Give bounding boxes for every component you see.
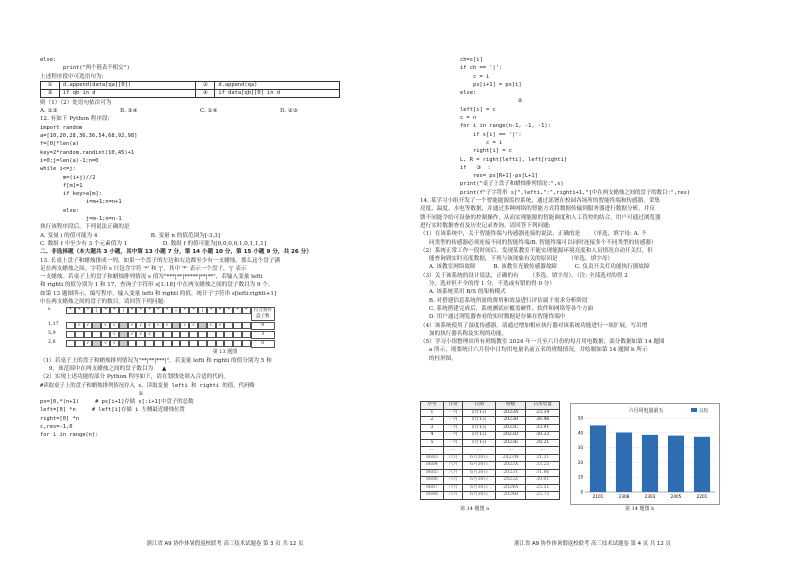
grid-cell: √ xyxy=(84,340,93,347)
grid-row-b xyxy=(48,331,410,339)
table-cell: 六月 xyxy=(444,484,463,492)
table-cell: 六月 xyxy=(444,462,463,470)
table-cell: 一月 xyxy=(444,409,463,417)
row-label: 5,9 xyxy=(48,331,56,337)
q13-line: 和 righti 的值分别为 1 和 17，查询子字符串 s[1:18] 中在两支蜡烛之间的盘子数目为 9 个。 xyxy=(40,282,274,289)
table-cell: 8688 xyxy=(421,492,444,500)
q14-line: 的柱形图。 xyxy=(420,355,457,362)
q13-part: （2）实现上述功能的部分 Python 程序如下，请在划线处填入合适的代码。 xyxy=(40,374,230,381)
grid-cell: * xyxy=(75,307,84,314)
q14-line: （5）学习小组整理出所有班级教室 2024 年一月至六月份的每月用电数据，部分数据如第 14 题图 xyxy=(420,339,665,346)
table-cell: 2023C xyxy=(496,424,526,432)
grid-cell xyxy=(233,322,242,329)
table-header-cell: 日期 xyxy=(463,402,496,410)
q11-choices xyxy=(40,107,410,115)
table-header-row xyxy=(421,402,560,410)
table-row xyxy=(421,439,560,447)
q14-line: A. 该教室网络故障 B. 该教室光敏传感器故障 C. 负责开关灯功能执行器故障 xyxy=(420,264,650,271)
grid-cell: * xyxy=(110,307,119,314)
table-cell: … xyxy=(526,447,560,455)
table-cell: 25.73 xyxy=(526,492,560,500)
table-row xyxy=(421,454,560,462)
table-cell: 23.34 xyxy=(526,409,560,417)
code-line: c = i xyxy=(460,73,490,80)
grid-cell xyxy=(198,331,207,338)
table-cell: 4 xyxy=(421,432,444,440)
table-row xyxy=(421,484,560,492)
grid-cell xyxy=(242,322,251,329)
grid-cell: * xyxy=(128,307,137,314)
grid-cell xyxy=(163,331,172,338)
table-header-cell: 月份 xyxy=(444,402,463,410)
grid-cell: * xyxy=(216,307,225,314)
q13-line: 足在两支蜡烛之间。字符串 s 只包含字符 '*' 和 '|'，其中 '*' 表示一个盘子，'|' 表示 xyxy=(40,265,247,272)
q13-line: 中在两支蜡烛之间的盘子的数目。请回答下列问题: xyxy=(40,299,165,306)
grid-cell: √ xyxy=(110,322,119,329)
table-header-cell: 班级 xyxy=(496,402,526,410)
table-cell: 30.33 xyxy=(526,432,560,440)
code-line: res= ps[R+1]-ps[L+1] xyxy=(460,173,538,180)
q14-line: C. 系统搭建完成后，系统测试应覆盖硬件、软件和网络等各个方面 xyxy=(420,305,594,312)
grid-cell: √ xyxy=(189,322,198,329)
grid-cell xyxy=(101,331,110,338)
table-row xyxy=(421,432,560,440)
table-cell: 5 xyxy=(421,439,444,447)
code-line: ps=[0,*(n+1) # ps[i+1]存储 s[:i+1]中盘子的总数 xyxy=(40,399,194,406)
code-line: print("两个链表不相交") xyxy=(50,65,130,72)
table-cell: … xyxy=(463,447,496,455)
table-cell: 1月1日 xyxy=(463,409,496,417)
table-cell: 31.86 xyxy=(526,469,560,477)
table-cell: 8686 xyxy=(421,477,444,485)
grid-cell xyxy=(172,322,181,329)
text-line: 执行该程序段后，下列说法正确的是 xyxy=(40,224,130,231)
grid-cell xyxy=(207,340,216,347)
code-line: L, R = right[lefti], left[righti] xyxy=(460,156,568,163)
q14-line: A. 该系统采用 B/S 的架构模式 xyxy=(420,289,506,296)
table-cell: 6月30日 xyxy=(463,462,496,470)
grid-cell: | xyxy=(119,307,128,314)
q14-line: 14. 某学习小组开发了一个智能能源监控系统，通过部署在校园各场所的智能终端和传感器，采集 xyxy=(420,198,661,205)
grid-cell: * xyxy=(66,307,75,314)
code-line: m=(i+j)//2 xyxy=(50,174,96,181)
grid-cell: | xyxy=(172,307,181,314)
table-cell: 2023Y xyxy=(496,469,526,477)
grid-cell: * xyxy=(154,307,163,314)
table-cell: 六月 xyxy=(444,492,463,500)
grid-cell xyxy=(242,340,251,347)
grid-cell xyxy=(172,331,181,338)
text-line: 则（1）（2）处语句依次可为 xyxy=(40,99,112,106)
text-line: 上述程序段中可选语句为: xyxy=(40,73,104,80)
table-row xyxy=(421,492,560,500)
code-line: if key>a[m]: xyxy=(50,191,102,198)
table-row xyxy=(421,447,560,455)
chart-svg xyxy=(571,404,721,506)
grid-cell xyxy=(92,331,101,338)
bar xyxy=(590,425,606,492)
q14-line: D. 用户通过浏览器查看的实时数据是存储在智能终端中 xyxy=(420,314,566,321)
data-table-14a xyxy=(420,401,560,500)
option-code: if data[qb][0] in d xyxy=(215,89,340,97)
q13-figure xyxy=(40,307,410,356)
code-line: c,res=-1,0 xyxy=(40,423,73,430)
page-footer: 浙江省 A9 协作体暑假返校联考 高三技术试题卷 第 4 页 共 12 页 xyxy=(514,540,671,547)
x-tick-label: 2101 xyxy=(592,494,604,499)
legend-label: 日均 xyxy=(699,409,708,414)
grid-cell xyxy=(180,331,189,338)
code-line: if ch == '|': xyxy=(460,65,503,72)
table-cell: 6月30日 xyxy=(463,477,496,485)
table-row xyxy=(421,409,560,417)
grid-cell: √ xyxy=(180,322,189,329)
grid-count: 9 xyxy=(251,322,275,330)
code-line: for i in range(n): xyxy=(40,432,99,439)
grid-cell: * xyxy=(233,307,242,314)
grid-count: 3 xyxy=(251,331,275,339)
table-cell: 30.01 xyxy=(526,477,560,485)
code-line: f=[0]*len(a) xyxy=(40,141,79,148)
answer-blank-row xyxy=(40,390,410,398)
answer-blank[interactable]: ② xyxy=(500,97,540,105)
table-cell: 2023Z xyxy=(496,477,526,485)
code-line: print("桌子上盘子和蜡烛排列情况:",s) xyxy=(460,181,564,188)
grid-cell: * xyxy=(189,307,198,314)
table-row xyxy=(421,424,560,432)
table-cell: 六月 xyxy=(444,477,463,485)
answer-blank[interactable]: ▲ xyxy=(153,365,175,373)
grid-cell: | xyxy=(198,307,207,314)
code-line: if s[i] == '|': xyxy=(460,131,522,138)
q14-line: B. 对搭建信息系统所需的费用和效益进行评估属于需求分析阶段 xyxy=(420,297,588,304)
table-cell: 3 xyxy=(421,424,444,432)
table-cell: 33.25 xyxy=(526,462,560,470)
grid-cell xyxy=(154,340,163,347)
page-4 xyxy=(420,0,765,562)
x-tick-label: 2303 xyxy=(644,494,656,499)
row-label: s xyxy=(48,307,51,313)
q12-title: 12. 有如下 Python 程序段: xyxy=(40,116,110,123)
grid-cell xyxy=(163,340,172,347)
grid-cell xyxy=(66,340,75,347)
grid-cell xyxy=(154,331,163,338)
table-cell: 1月1日 xyxy=(463,439,496,447)
choice: B. ③④ xyxy=(120,108,138,115)
grid-cell xyxy=(242,331,251,338)
table-cell: 一月 xyxy=(444,417,463,425)
code-line: right=[0] *n xyxy=(40,415,79,422)
table-cell: 一月 xyxy=(444,424,463,432)
table-row xyxy=(421,462,560,470)
grid-cell xyxy=(172,340,181,347)
code-line: else: xyxy=(40,57,57,63)
choice-line: A. 变量 i 的值可能为 4 B. 变量 n 的值范围为[-3,3] xyxy=(40,232,220,239)
grid-cell xyxy=(92,340,101,347)
grid-cell: √ xyxy=(136,331,145,338)
code-line: while i<=j: xyxy=(40,166,76,173)
code-line: c = i xyxy=(460,139,503,146)
grid-cell: √ xyxy=(110,331,119,338)
grid-cell: √ xyxy=(145,322,154,329)
grid-row-c xyxy=(48,340,410,348)
options-table xyxy=(40,81,340,98)
grid-cell xyxy=(66,331,75,338)
grid-cell xyxy=(128,340,137,347)
table-cell: 1月1日 xyxy=(463,424,496,432)
code-line: ps[i+1] = ps[i] xyxy=(460,81,522,88)
table-cell: 2023W xyxy=(496,454,526,462)
grid-cell: √ xyxy=(163,322,172,329)
q13-part: （1）若桌子上的盘子和蜡烛排列情况为"**|**|***|"，若变量 lefti 和 righti 的值分别为 5 和 xyxy=(40,357,272,364)
choice: C. ①④ xyxy=(200,108,218,115)
code-line: f[m]=1 xyxy=(50,182,83,189)
code-line: ch=s[i] xyxy=(460,57,483,63)
grid-cell: √ xyxy=(110,340,119,347)
table-cell: 25.51 xyxy=(526,484,560,492)
grid-row-a xyxy=(48,322,410,330)
grid-cell xyxy=(145,340,154,347)
table-header-cell: 日用电量 xyxy=(526,402,560,410)
code-line: else: xyxy=(460,90,477,97)
grid-cell xyxy=(198,322,207,329)
q13-line: 一支蜡烛。若桌子上的盘子和蜡烛排列情况 s 值为"***|**|*****|**|**"，若输入变量 lefti xyxy=(40,274,263,281)
q14-figures xyxy=(420,401,765,511)
code-line: left=[0] *n # left[i]存储 i 左侧最近蜡烛位置 xyxy=(40,407,185,414)
table-row xyxy=(421,477,560,485)
figure-caption: 第 14 题图 a xyxy=(460,506,490,512)
grid-cell: | xyxy=(92,307,101,314)
bar xyxy=(668,436,684,492)
table-cell: 8685 xyxy=(421,469,444,477)
table-cell: 6月30日 xyxy=(463,492,496,500)
grid-cell xyxy=(75,331,84,338)
option-num: ① xyxy=(41,81,60,89)
grid-cell: * xyxy=(84,307,93,314)
answer-blank[interactable]: ① xyxy=(130,390,152,398)
choice-line: C. 数组 f 中至少有 3 个元素值为 1 D. 数组 f 的值可能为[0,0,0,0,1,0,1,1,1] xyxy=(40,240,267,247)
answer-blank-row xyxy=(420,97,765,105)
grid-cell xyxy=(207,331,216,338)
q14-line: 能查询到实时亮度数据，下列与该现象有关的原因是 （单选，填字母） xyxy=(420,256,613,263)
code-line: i=m+1;n=n+1 xyxy=(60,199,122,206)
grid-cell: * xyxy=(136,307,145,314)
table-header-cell: 序号 xyxy=(421,402,444,410)
y-tick-label: 0 xyxy=(580,489,583,495)
grid-cell: * xyxy=(163,307,172,314)
grid-cell xyxy=(66,322,75,329)
table-cell: 2 xyxy=(421,417,444,425)
grid-cell: √ xyxy=(154,322,163,329)
grid-cell: √ xyxy=(128,322,137,329)
table-cell: 1 xyxy=(421,409,444,417)
table-cell: 2023A xyxy=(496,409,526,417)
row-label: 1,17 xyxy=(48,322,59,328)
table-cell: 6月30日 xyxy=(463,454,496,462)
q14-line: 分，选对但不全的得 1 分，不选或有错的得 0 分） xyxy=(420,281,555,288)
y-tick-label: 30 xyxy=(577,445,583,451)
section-heading: 二、非选择题（本大题共 3 小题，其中第 13 小题 7 分，第 14 小题 10 分，第 15 小题 9 分，共 26 分） xyxy=(40,249,312,256)
table-row xyxy=(421,469,560,477)
table-cell: 28.21 xyxy=(526,439,560,447)
table-cell: 2024B xyxy=(496,492,526,500)
chart-title: 六月用电量前五 xyxy=(628,408,664,414)
figure-caption: 第 13 题图 xyxy=(212,349,238,356)
code-line: c = n xyxy=(460,115,477,122)
grid-cell xyxy=(92,322,101,329)
code-line: i=0;j=len(a)-1;n=0 xyxy=(40,157,99,164)
y-tick-label: 40 xyxy=(577,430,583,436)
table-cell: 2023D xyxy=(496,432,526,440)
table-cell: 8687 xyxy=(421,484,444,492)
q14-line: a 所示，现要统计六月份中日均用电量名前五名的班级情况，并绘制如第 14 题图 b 所示 xyxy=(420,347,648,354)
code-line: left[i] = c xyxy=(460,106,496,113)
q13-part: 9，该范围中在两支蜡烛之间的盘子数目为 ▲ xyxy=(40,365,410,373)
grid-count: 符合条件盘子数 xyxy=(251,307,275,321)
grid-cell: * xyxy=(242,307,251,314)
x-tick-label: 2308 xyxy=(618,494,630,499)
option-num: ② xyxy=(196,81,215,89)
grid-cell xyxy=(75,340,84,347)
option-num: ④ xyxy=(196,89,215,97)
table-cell: 1月1日 xyxy=(463,432,496,440)
table-cell: 31.31 xyxy=(526,454,560,462)
q13-line: 如第 13 题图所示。编写程序，输入变量 lefti 和 righti 的值，统计子字符串 s[lefti:righti+1] xyxy=(40,290,277,297)
table-cell: 2023E xyxy=(496,439,526,447)
table-cell: 8684 xyxy=(421,462,444,470)
grid-cell xyxy=(233,331,242,338)
table-cell: 2024A xyxy=(496,484,526,492)
grid-cell: √ xyxy=(101,340,110,347)
grid-count: 0 xyxy=(251,340,275,348)
grid-cell xyxy=(189,331,198,338)
code-line: a=[10,20,28,36,36,54,68,92,98] xyxy=(40,133,138,140)
table-cell: … xyxy=(444,447,463,455)
table-cell: 8683 xyxy=(421,454,444,462)
table-cell: 2023B xyxy=(496,417,526,425)
grid-row-s xyxy=(48,307,410,321)
q14-line: 进行实时数据查看及历史记录查询。请回答下列问题: xyxy=(420,222,551,229)
grid-cell xyxy=(180,340,189,347)
grid-cell: √ xyxy=(128,331,137,338)
grid-cell xyxy=(224,331,233,338)
q14-line: （1）在该系统中，关于智能终端与传感器连接的说法，正确的是 （单选，填字母: A. 不 xyxy=(420,231,647,238)
option-num: ③ xyxy=(41,89,60,97)
q14-line: （3）关于该系统的设计说法，正确的有 （多选，填字母）。（注: 全部选对的得 2 xyxy=(420,272,628,279)
legend-swatch xyxy=(691,408,697,412)
table-cell: 一月 xyxy=(444,439,463,447)
code-comment: #读取桌子上的盘子和蜡烛排列情况存入 s，读取变量 lefti 和 righti 的值，代码略 xyxy=(40,382,255,389)
bar xyxy=(694,437,710,492)
q14-line: （4）该系统使用了湿度传感器，请通过增加相应执行器对该系统功能进行一项扩展，写出增 xyxy=(420,322,648,329)
choice: A. ①③ xyxy=(40,108,58,115)
grid-cell xyxy=(119,322,128,329)
table-cell: 33.91 xyxy=(526,424,560,432)
code-line: print(f"子字符串 s[",lefti,":",righti+1,"]中在两支蜡烛之间的盘子的数目:",res) xyxy=(460,189,691,196)
grid-cell xyxy=(198,340,207,347)
choice: D. ②③ xyxy=(280,108,298,115)
q14-line: 同类型的传感器必须连接不同的智能终端/B. 智能终端可以同时连接多个不同类型的传感器） xyxy=(420,239,657,246)
bar-chart-14b xyxy=(570,403,720,505)
y-tick-label: 20 xyxy=(577,459,583,465)
grid-cell xyxy=(119,331,128,338)
q13-line: 13. 长桌上盘子和蜡烛排成一列，如果一个盘子的左边和右边都至少有一支蜡烛，那么这个盘子满 xyxy=(40,257,281,264)
q14-line: 加的执行器名称及实现的功能。 xyxy=(420,330,508,337)
table-cell: 一月 xyxy=(444,432,463,440)
option-code: if qb in d xyxy=(60,89,196,97)
grid-cell: √ xyxy=(145,331,154,338)
table-row xyxy=(421,417,560,425)
grid-cell xyxy=(224,322,233,329)
q14-line: 馈不同能令给可设备的控制操作，从而实现能源的智能调度和人工管控的结合。用户可通过浏览器 xyxy=(420,214,661,221)
table-cell: 六月 xyxy=(444,454,463,462)
code-line: right[i] = c xyxy=(460,148,512,155)
bar xyxy=(642,435,658,492)
grid-cell: √ xyxy=(216,322,225,329)
table-cell: … xyxy=(421,447,444,455)
grid-cell: * xyxy=(101,307,110,314)
table-cell: 1月1日 xyxy=(463,417,496,425)
grid-cell: * xyxy=(207,307,216,314)
code-line: else: xyxy=(50,207,80,214)
grid-cell xyxy=(189,340,198,347)
bar xyxy=(616,433,632,492)
page-footer: 浙江省 A9 协作体暑假返校联考 高三技术试题卷 第 3 页 共 12 页 xyxy=(146,540,304,547)
x-tick-label: 2201 xyxy=(696,494,708,499)
grid-cell xyxy=(224,340,233,347)
table-cell: 6月30日 xyxy=(463,484,496,492)
table-cell: 6月30日 xyxy=(463,469,496,477)
y-tick-label: 50 xyxy=(577,415,583,421)
grid-cell xyxy=(119,340,128,347)
grid-cell xyxy=(84,331,93,338)
code-line: key=2*random.randint(10,45)+1 xyxy=(40,149,135,156)
grid-cell: √ xyxy=(84,322,93,329)
grid-cell: √ xyxy=(207,322,216,329)
code-line: if ③ : xyxy=(460,164,491,171)
q14-line: （2）系统正常工作一段时间后，发现某教室不能实现能源环境亮度和人员情况自动开关灯，但 xyxy=(420,247,653,254)
grid-cell: √ xyxy=(136,322,145,329)
grid-cell xyxy=(233,340,242,347)
grid-cell: √ xyxy=(75,322,84,329)
grid-cell: √ xyxy=(101,322,110,329)
table-cell: 36.46 xyxy=(526,417,560,425)
code-line: for i in range(n-1, -1, -1): xyxy=(460,123,551,130)
x-tick-label: 2405 xyxy=(670,494,682,499)
option-code: d.append(data[qa][0]) xyxy=(60,81,196,89)
y-tick-label: 10 xyxy=(577,474,583,480)
figure-caption: 第 14 题图 b xyxy=(625,506,655,512)
table-cell: 2023X xyxy=(496,462,526,470)
grid-cell xyxy=(136,340,145,347)
grid-cell: * xyxy=(224,307,233,314)
option-code: d.append(qa) xyxy=(215,81,340,89)
code-line: j=m-1;n=n-1 xyxy=(60,216,122,223)
row-label: 2,6 xyxy=(48,340,56,346)
code-line: import random xyxy=(40,124,83,131)
table-cell: … xyxy=(496,447,526,455)
grid-cell: * xyxy=(145,307,154,314)
grid-cell xyxy=(216,331,225,338)
table-cell: 六月 xyxy=(444,469,463,477)
page-3 xyxy=(40,0,410,562)
q14-line: 亮度、温度、水电等数据，并通过多种网络的智能方式将数据传输到服务器进行数据分析，并反 xyxy=(420,206,655,213)
grid-cell xyxy=(216,340,225,347)
grid-cell: * xyxy=(180,307,189,314)
